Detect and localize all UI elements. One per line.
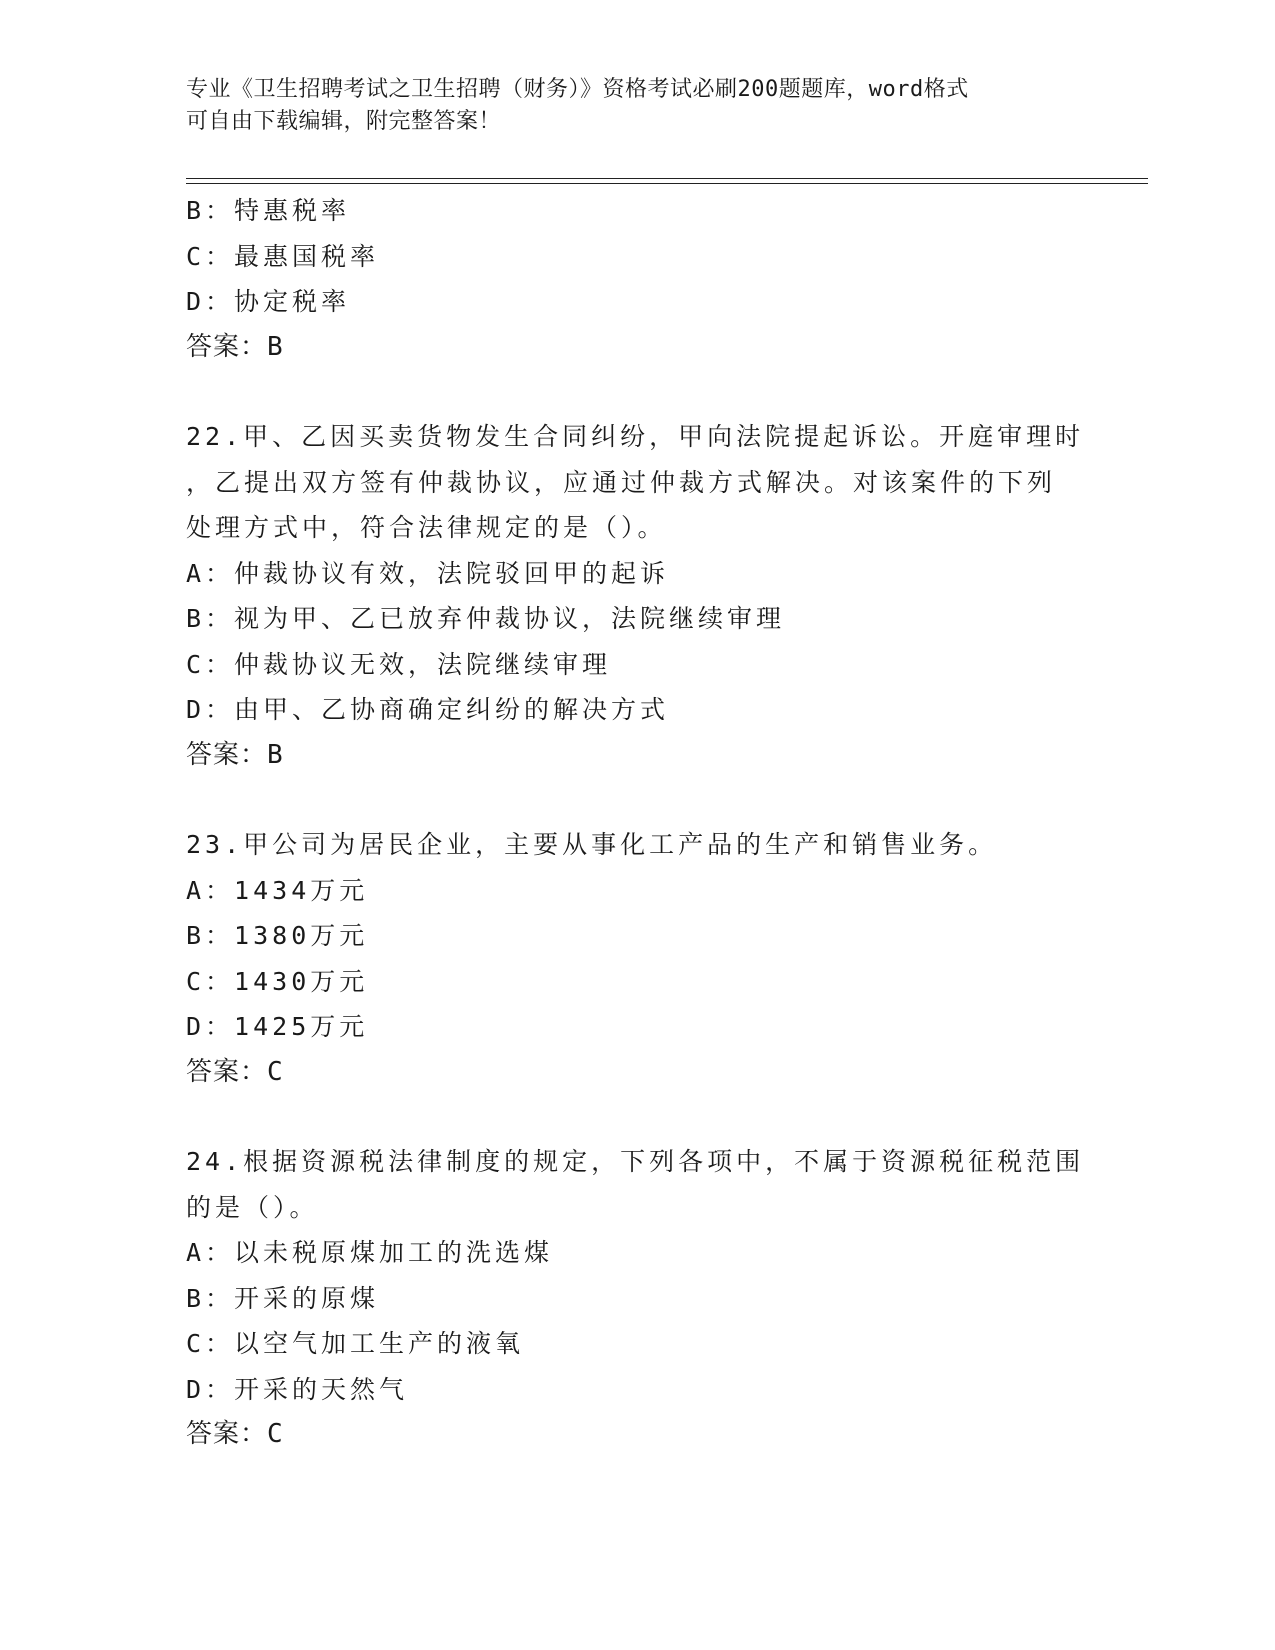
question-block [186, 1139, 1086, 1458]
question-block [186, 188, 1086, 370]
answer-line: 答案：C [186, 1419, 284, 1449]
option-c: C：1430万元 [186, 966, 369, 996]
option-a: A：仲裁协议有效，法院驳回甲的起诉 [186, 558, 670, 588]
document-header [186, 74, 1076, 138]
question-block [186, 822, 1086, 1095]
question-stem-line: 24.根据资源税法律制度的规定，下列各项中，不属于资源税征税范围 [186, 1147, 1085, 1176]
option-d: D：开采的天然气 [186, 1374, 409, 1404]
option-b: B：视为甲、乙已放弃仲裁协议，法院继续审理 [186, 604, 786, 633]
question-stem-line: 处理方式中，符合法律规定的是（）。 [186, 513, 667, 542]
option-d: D：协定税率 [186, 287, 351, 316]
header-divider-top [186, 178, 1148, 179]
option-c: C：以空气加工生产的液氧 [186, 1329, 525, 1358]
option-b: B：开采的原煤 [186, 1283, 380, 1313]
question-stem-line: 22.甲、乙因买卖货物发生合同纠纷，甲向法院提起诉讼。开庭审理时 [186, 422, 1085, 451]
header-line-1: 专业《卫生招聘考试之卫生招聘（财务）》资格考试必刷200题题库，word格式 [186, 77, 969, 102]
option-d: D：由甲、乙协商确定纠纷的解决方式 [186, 695, 670, 724]
option-b: B：1380万元 [186, 921, 369, 950]
option-a: A：以未税原煤加工的洗选煤 [186, 1238, 554, 1267]
option-d: D：1425万元 [186, 1012, 369, 1041]
answer-line: 答案：C [186, 1056, 284, 1087]
option-c: C：最惠国税率 [186, 241, 380, 271]
option-c: C：仲裁协议无效，法院继续审理 [186, 649, 612, 679]
question-list [186, 188, 1086, 1458]
answer-line: 答案：B [186, 331, 284, 362]
question-stem-line: 的是（）。 [186, 1192, 319, 1222]
answer-line: 答案：B [186, 739, 284, 770]
question-stem-line: 23.甲公司为居民企业，主要从事化工产品的生产和销售业务。 [186, 830, 998, 859]
header-line-2: 可自由下载编辑，附完整答案！ [186, 109, 502, 134]
question-stem-line: ，乙提出双方签有仲裁协议，应通过仲裁方式解决。对该案件的下列 [186, 467, 1057, 497]
question-block [186, 414, 1086, 778]
option-b: B：特惠税率 [186, 196, 351, 225]
header-divider-bottom [186, 183, 1148, 184]
option-a: A：1434万元 [186, 875, 369, 905]
